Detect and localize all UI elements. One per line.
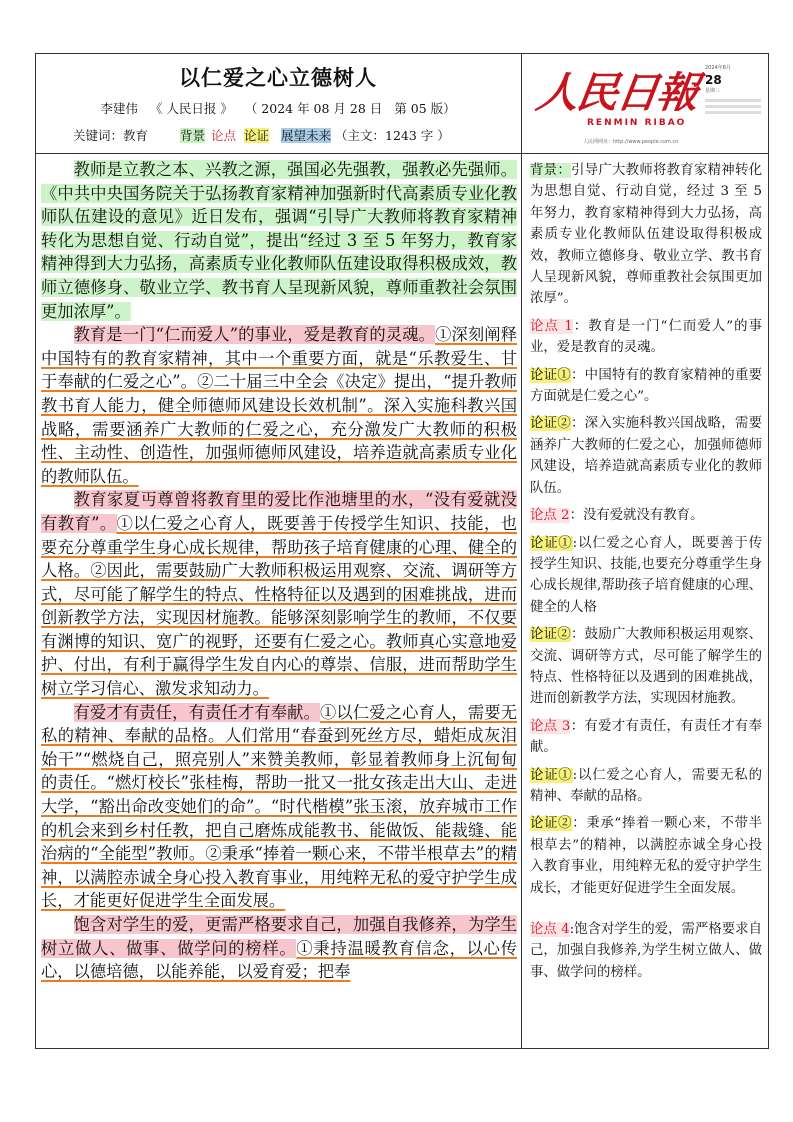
masthead-weekday: 星期三 [705, 88, 721, 94]
note-text: :饱含对学生的爱，需严格要求自己，加强自我修养,为学生树立做人、做事、做学问的榜样。 [530, 922, 762, 980]
masthead-rule [705, 99, 761, 102]
tag-evidence: 论证 [244, 128, 270, 143]
paragraph-1 [41, 158, 517, 323]
paper-name: 《 人民日报 》 [149, 101, 233, 116]
text-segment: ②二十届三中全会《决定》提出，“提升教师教书育人能力，健全师德师风建设长效机制”。深入实施科教兴国战略，需要涵养广大教师的仁爱之心，充分激发广大教师的积极性、主动性、创造性，加强师德师风建设，培养造就高素质专业化的教师队伍。 [41, 372, 518, 486]
note-label: 论点 1 [530, 318, 573, 334]
note-evidence [530, 765, 762, 808]
note-label: 论证② [530, 627, 571, 643]
newspaper-masthead [525, 58, 765, 150]
column-divider [521, 53, 522, 1049]
note-evidence [530, 813, 762, 899]
text-segment: ①秉持温暖教育信念，以心传心，以德培德，以能养能，以爱育爱；把奉 [41, 938, 517, 982]
note-text: ：秉承“捧着一颗心来，不带半根草去”的精神，以满腔赤诚全身心投入教育事业，用纯粹无私的爱守护学生成长，才能更好促进学生全面发展。 [530, 816, 762, 896]
header-divider [35, 153, 769, 154]
note-text: :以仁爱之心育人，需要无私的精神、奉献的品格。 [530, 767, 762, 804]
text-segment: ①以仁爱之心育人，需要无私的精神、奉献的品格。人们常用“春蚕到死丝方尽，蜡炬成灰泪始干”“燃烧自己，照亮别人”来赞美教师，彰显着教师身上沉甸甸的责任。“燃灯校长”张桂梅，帮助一批又一批女孩走出大山、走进大学，“豁出命改变她们的命”。“时代楷模”张玉滚，放弃城市工作的机会来到乡村任教，把自己磨炼成能教书、能做饭、能裁缝、能治病的“全能型”教师。②秉承“捧着一颗心来，不带半根草去”的精神，以满腔赤诚全身心投入教育事业，用纯粹无私的爱守护学生成长，才能更好促进学生全面发展。 [41, 702, 517, 911]
note-background [530, 160, 762, 310]
text-segment: 教育家夏丏尊曾将教育里的爱比作池塘里的水，“没有爱就没有教育”。 [41, 490, 517, 533]
keyword-row [73, 126, 460, 144]
article-title: 以仁爱之心立德树人 [179, 65, 377, 90]
text-segment: 教育是一门“仁而爱人”的事业，爱是教育的灵魂。 [73, 325, 436, 345]
word-count: （主文：1243 字 ） [335, 128, 450, 143]
masthead-url: 人民网网址：http://www.people.com.cn [583, 139, 679, 145]
note-argument-3 [530, 716, 762, 759]
note-evidence [530, 624, 762, 710]
note-argument-2 [530, 505, 762, 526]
text-segment: ①深刻阐释中国特有的教育家精神，其中一个重要方面，就是“乐教爱生、甘于奉献的仁爱之心”。 [41, 325, 517, 392]
byline [35, 99, 521, 117]
keywords: 关键词：教育 [73, 128, 149, 143]
text-segment: 能够深刻影响学生的教师，不仅要有渊博的知识、宽广的视野，还要有仁爱之心。教师真心实意地爱护、付出，有利于赢得学生发自内心的尊崇、信服，进而帮助学生树立学习信心、激发求知动力。 [41, 608, 517, 699]
note-label: 论点 4 [530, 922, 570, 937]
note-argument-1 [530, 316, 762, 359]
publish-date: （ 2024 年 08 月 28 日 [244, 101, 383, 116]
note-text: :以仁爱之心育人，既要善于传授学生知识、技能,也要充分尊重学生身心成长规律,帮助孩子培育健康的心理、健全的人格 [530, 535, 762, 615]
note-label: 论证② [530, 416, 571, 432]
note-label: 论证① [530, 535, 573, 551]
note-spacer [530, 905, 762, 919]
paragraph-4 [41, 701, 517, 913]
text-segment: 有爱才有责任，有责任才有奉献。 [73, 702, 320, 722]
note-label: 论证① [530, 367, 571, 383]
note-text: ：鼓励广大教师积极运用观察、交流、调研等方式，尽可能了解学生的特点、性格特征以及遇到的困难挑战，进而创新教学方法，实现因材施教。 [530, 627, 763, 707]
note-text: ：中国特有的教育家精神的重要方面就是仁爱之心”。 [530, 367, 763, 405]
masthead-pinyin: RENMIN RIBAO [587, 118, 687, 128]
note-label: 论点 2 [530, 508, 570, 524]
text-segment: 饱含对学生的爱，更需严格要求自己，加强自我修养，为学生树立做人、做事、做学问的榜样。 [41, 915, 517, 958]
masthead-day: 28 [705, 73, 722, 87]
author: 李建伟 [100, 101, 138, 116]
note-evidence [530, 413, 762, 499]
masthead-date-box [705, 64, 761, 117]
masthead-logo: 人民日報 [533, 68, 701, 117]
note-label: 论证② [530, 816, 573, 832]
note-label: 背景： [530, 163, 571, 178]
tag-outlook: 展望未来 [281, 128, 332, 143]
paragraph-5 [41, 913, 517, 984]
tag-argument: 论点 [211, 128, 237, 143]
masthead-rule [705, 111, 761, 114]
paragraph-2 [41, 323, 517, 488]
note-label: 论证① [530, 767, 573, 783]
masthead-date: 2024年8月 [705, 65, 731, 71]
edition: 第 05 版） [394, 101, 456, 116]
note-label: 论点 3 [530, 718, 571, 734]
note-text: ：没有爱就没有教育。 [569, 508, 704, 524]
note-evidence [530, 533, 762, 619]
note-text: 引导广大教师将教育家精神转化为思想自觉、行动自觉，经过 3 至 5 年努力，教育家精神得到大力弘扬，高素质专业化教师队伍建设取得积极成效，教师立德修身、敬业立学、教书育人呈现新风貌，尊师重教社会氛围更加浓厚”。 [530, 163, 763, 307]
note-text: ：有爱才有责任，有责任才有奉献。 [530, 718, 762, 756]
side-notes [530, 160, 762, 989]
note-text: ：教育是一门“仁而爱人”的事业，爱是教育的灵魂。 [530, 318, 762, 356]
note-evidence [530, 365, 762, 408]
note-argument-4 [530, 919, 762, 983]
text-segment: 教师是立教之本、兴教之源，强国必先强教，强教必先强师。《中共中央国务院关于弘扬教育家精神加强新时代高素质专业化教师队伍建设的意见》近日发布，强调“引导广大教师将教育家精神转化为思想自觉、行动自觉”，提出“经过 3 至 5 年努力，教育家精神得到大力弘扬，高素质专业化教师队伍建设取得积极成效，教师立德修身、敬业立学、教书育人呈现新风貌，尊师重教社会氛围更加浓厚”。 [41, 160, 517, 321]
paragraph-3 [41, 488, 517, 700]
tag-background: 背景 [180, 128, 206, 143]
note-text: ：深入实施科教兴国战略，需要涵养广大教师的仁爱之心，加强师德师风建设，培养造就高素质专业化的教师队伍。 [530, 416, 763, 496]
article-body [41, 158, 517, 984]
masthead-rule [705, 105, 761, 108]
text-segment: ①以仁爱之心育人，既要善于传授学生知识、技能，也要充分尊重学生身心成长规律，帮助孩子培育健康的心理、健全的人格。②因此，需要鼓励广大教师积极运用观察、交流、调研等方式，尽可能了解学生的特点、性格特征以及遇到的困难挑战，进而创新教学方法，实现因材施教。 [41, 513, 517, 628]
